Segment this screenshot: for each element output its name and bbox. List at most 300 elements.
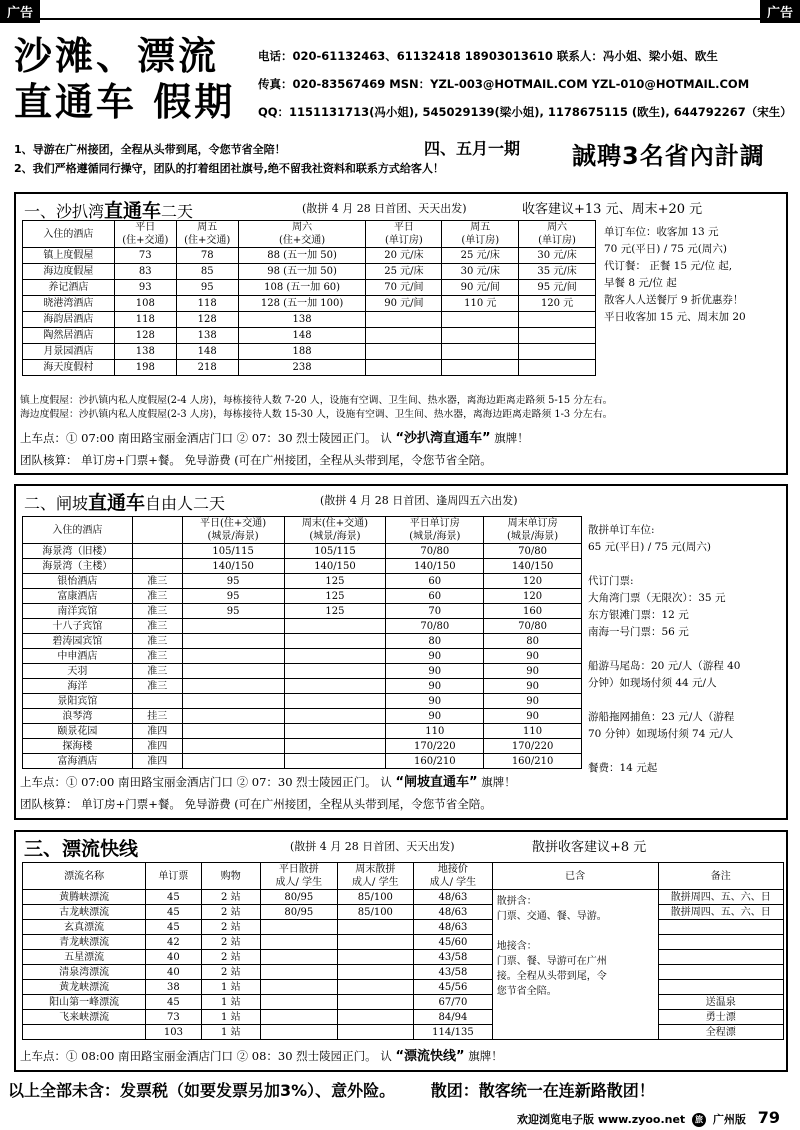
zhapo-cell: 140/150 bbox=[386, 559, 484, 574]
zhapo-cell: 125 bbox=[284, 604, 386, 619]
contact-info bbox=[258, 42, 798, 126]
shapa-side-notes bbox=[604, 224, 746, 326]
rafting-cell bbox=[261, 1010, 338, 1025]
rafting-cell bbox=[658, 935, 783, 950]
rafting-cell: 飞来峡漂流 bbox=[23, 1010, 146, 1025]
zhapo-cell: 景阳宾馆 bbox=[23, 694, 133, 709]
zhapo-cell bbox=[284, 739, 386, 754]
shapa-cell: 陶然居酒店 bbox=[23, 328, 115, 344]
shapa-cell: 20 元/床 bbox=[366, 248, 442, 264]
bottom-notice bbox=[8, 1078, 792, 1101]
zhapo-side-line: 散拼单订车位: bbox=[588, 524, 655, 536]
zhapo-cell: 天羽 bbox=[23, 664, 133, 679]
zhapo-cell: 70 bbox=[386, 604, 484, 619]
shapa-cell: 25 元/床 bbox=[366, 264, 442, 280]
shapa-accounting: 团队核算： 单订房+门票+餐。 免导游费 (可在广州接团，全程从头带到尾，令您节省全陪。 bbox=[20, 453, 492, 467]
rafting-header-cell: 周末散拼 成人/ 学生 bbox=[337, 863, 414, 890]
shapa-cell: 98 (五一加 50) bbox=[238, 264, 366, 280]
rafting-cell bbox=[337, 965, 414, 980]
zhapo-cell: 90 bbox=[484, 664, 582, 679]
zhapo-cell: 准三 bbox=[132, 649, 182, 664]
zhapo-row bbox=[23, 559, 582, 574]
rafting-cell bbox=[23, 1025, 146, 1040]
shapa-cell: 188 bbox=[238, 344, 366, 360]
zhapo-cell bbox=[284, 754, 386, 769]
shapa-cell bbox=[519, 360, 596, 376]
shapa-cell bbox=[519, 344, 596, 360]
rafting-cell: 45 bbox=[146, 920, 201, 935]
note-2: 2、我们严格遵循同行操守，团队的打着组团社旗号,绝不留我社资料和联系方式给客人！ bbox=[14, 162, 444, 175]
contact-fax: 传真：020-83567469 MSN：YZL-003@HOTMAIL.COM YZL-010@HOTMAIL.COM bbox=[258, 77, 750, 91]
zhapo-cell: 140/150 bbox=[484, 559, 582, 574]
zhapo-side-line: 东方银滩门票：12 元 bbox=[588, 609, 689, 621]
rafting-cell: 38 bbox=[146, 980, 201, 995]
zhapo-cell bbox=[284, 709, 386, 724]
zhapo-cell bbox=[132, 544, 182, 559]
shapa-cell: 35 元/床 bbox=[519, 264, 596, 280]
not-included-note: 以上全部未含：发票税（如要发票另加3%）、意外险。 bbox=[8, 1081, 396, 1100]
included-line bbox=[497, 924, 654, 939]
zhapo-cell bbox=[182, 724, 284, 739]
shapa-desc-seaside: 海边度假屋：沙扒镇内私人度假屋(2-3 人房)，每栋接待人数 15-30 人，设施有空调、卫生间、热水器，离海边距离走路须 1-3 分左右。 bbox=[20, 409, 613, 420]
zhapo-side-line: 65 元(平日) / 75 元(周六) bbox=[588, 541, 711, 553]
rafting-cell bbox=[658, 965, 783, 980]
rafting-cell: 84/94 bbox=[414, 1010, 493, 1025]
zhapo-row bbox=[23, 709, 582, 724]
rafting-row bbox=[23, 935, 784, 950]
rafting-cell: 1 站 bbox=[201, 1025, 261, 1040]
shapa-row bbox=[23, 344, 596, 360]
rafting-header-cell: 备注 bbox=[658, 863, 783, 890]
rafting-cell: 散拼周四、五、六、日 bbox=[658, 890, 783, 905]
shapa-cell: 138 bbox=[238, 312, 366, 328]
rafting-cell bbox=[658, 920, 783, 935]
shapa-cell: 月景园酒店 bbox=[23, 344, 115, 360]
shapa-cell: 90 元/间 bbox=[442, 280, 519, 296]
shapa-cell bbox=[442, 344, 519, 360]
page-footer bbox=[517, 1108, 780, 1127]
rafting-cell: 114/135 bbox=[414, 1025, 493, 1040]
shapa-cell: 138 bbox=[114, 344, 176, 360]
zhapo-cell: 125 bbox=[284, 589, 386, 604]
rafting-cell: 五星漂流 bbox=[23, 950, 146, 965]
rafting-cell bbox=[261, 935, 338, 950]
shapa-row bbox=[23, 328, 596, 344]
rafting-cell bbox=[261, 950, 338, 965]
zhapo-cell bbox=[132, 559, 182, 574]
rafting-cell: 73 bbox=[146, 1010, 201, 1025]
rafting-cell bbox=[337, 980, 414, 995]
rafting-cell bbox=[337, 1025, 414, 1040]
zhapo-cell: 105/115 bbox=[182, 544, 284, 559]
zhapo-row bbox=[23, 649, 582, 664]
zhapo-cell: 170/220 bbox=[386, 739, 484, 754]
included-line: 散拼含： bbox=[496, 896, 537, 907]
rafting-cell: 2 站 bbox=[201, 905, 261, 920]
zhapo-cell: 90 bbox=[484, 649, 582, 664]
shapa-pickup: 上车点：① 07:00 南田路宝丽金酒店门口 ② 07：30 烈士陵园正门。 认 “沙扒湾直通车” 旗牌！ bbox=[20, 431, 529, 446]
zhapo-cell: 120 bbox=[484, 589, 582, 604]
zhapo-cell: 90 bbox=[484, 694, 582, 709]
rafting-cell: 45/56 bbox=[414, 980, 493, 995]
rafting-pickup: 上车点：① 08:00 南田路宝丽金酒店门口 ② 08：30 烈士陵园正门。 认 “漂流快线” 旗牌！ bbox=[20, 1049, 503, 1064]
shapa-cell bbox=[442, 312, 519, 328]
shapa-cell: 118 bbox=[176, 296, 238, 312]
included-line: 您节省全陪。 bbox=[496, 986, 557, 997]
rafting-cell: 43/58 bbox=[414, 965, 493, 980]
rafting-cell: 45 bbox=[146, 890, 201, 905]
zhapo-row bbox=[23, 634, 582, 649]
zhapo-cell: 110 bbox=[484, 724, 582, 739]
zhapo-cell: 准四 bbox=[132, 724, 182, 739]
zhapo-cell bbox=[182, 679, 284, 694]
rafting-cell: 2 站 bbox=[201, 890, 261, 905]
zhapo-cell: 95 bbox=[182, 589, 284, 604]
zhapo-header-cell: 平日(住+交通) (城景/海景) bbox=[182, 517, 284, 544]
rafting-header-cell: 地接价 成人/ 学生 bbox=[414, 863, 493, 890]
shapa-side-line: 70 元(平日) / 75 元(周六) bbox=[604, 243, 727, 255]
zhapo-header-cell: 周末(住+交通) (城景/海景) bbox=[284, 517, 386, 544]
zhapo-cell: 准三 bbox=[132, 604, 182, 619]
shapa-side-line: 代订餐： 正餐 15 元/位 起, bbox=[604, 260, 733, 272]
zhapo-cell: 颐景花园 bbox=[23, 724, 133, 739]
rafting-cell: 42 bbox=[146, 935, 201, 950]
zhapo-cell bbox=[182, 739, 284, 754]
zhapo-side-line: 游船拖网捕鱼：23 元/人（游程 bbox=[588, 711, 735, 723]
shapa-cell: 198 bbox=[114, 360, 176, 376]
rafting-cell: 2 站 bbox=[201, 950, 261, 965]
shapa-cell bbox=[366, 360, 442, 376]
shapa-header-cell: 平日 (住+交通) bbox=[114, 221, 176, 248]
zhapo-cell bbox=[182, 709, 284, 724]
brand-logo bbox=[14, 34, 246, 126]
zhapo-side-line: 大角湾门票（无限次）：35 元 bbox=[588, 592, 726, 604]
shapa-cell: 镇上度假屋 bbox=[23, 248, 115, 264]
shapa-cell: 70 元/间 bbox=[366, 280, 442, 296]
rafting-header-cell: 平日散拼 成人/ 学生 bbox=[261, 863, 338, 890]
rafting-cell bbox=[261, 995, 338, 1010]
zhapo-cell: 160/210 bbox=[484, 754, 582, 769]
zhapo-row bbox=[23, 589, 582, 604]
zhapo-cell: 80 bbox=[386, 634, 484, 649]
shapa-cell bbox=[366, 312, 442, 328]
rafting-cell: 1 站 bbox=[201, 980, 261, 995]
rafting-cell bbox=[337, 995, 414, 1010]
shapa-row bbox=[23, 264, 596, 280]
shapa-cell: 83 bbox=[114, 264, 176, 280]
rafting-header-cell: 已含 bbox=[492, 863, 658, 890]
shapa-cell: 108 bbox=[114, 296, 176, 312]
zhapo-cell: 90 bbox=[386, 649, 484, 664]
section-1-title: 一、沙扒湾直通车二天 bbox=[24, 200, 194, 222]
shapa-header-cell: 周六 (住+交通) bbox=[238, 221, 366, 248]
rafting-cell: 2 站 bbox=[201, 965, 261, 980]
shapa-cell: 138 bbox=[176, 328, 238, 344]
rafting-row bbox=[23, 890, 784, 905]
shapa-cell: 晓港湾酒店 bbox=[23, 296, 115, 312]
shapa-cell: 90 元/间 bbox=[366, 296, 442, 312]
zhapo-row bbox=[23, 694, 582, 709]
zhapo-cell: 海景湾（旧楼） bbox=[23, 544, 133, 559]
rafting-cell: 玄真漂流 bbox=[23, 920, 146, 935]
rafting-cell: 80/95 bbox=[261, 905, 338, 920]
zhapo-cell: 90 bbox=[386, 679, 484, 694]
shapa-cell bbox=[442, 328, 519, 344]
zhapo-side-line bbox=[588, 641, 740, 658]
zhapo-cell bbox=[284, 724, 386, 739]
shapa-cell: 73 bbox=[114, 248, 176, 264]
zhapo-cell: 准三 bbox=[132, 619, 182, 634]
shapa-cell: 养记酒店 bbox=[23, 280, 115, 296]
zhapo-cell: 中申酒店 bbox=[23, 649, 133, 664]
zhapo-row bbox=[23, 739, 582, 754]
shapa-cell: 238 bbox=[238, 360, 366, 376]
rafting-cell bbox=[261, 1025, 338, 1040]
shapa-cell: 25 元/床 bbox=[442, 248, 519, 264]
zhapo-side-line: 分钟）如现场付须 44 元/人 bbox=[588, 677, 717, 689]
zhapo-side-line: 船游马尾岛：20 元/人（游程 40 bbox=[588, 660, 741, 672]
shapa-cell: 海韵居酒店 bbox=[23, 312, 115, 328]
zhapo-cell: 准三 bbox=[132, 679, 182, 694]
shapa-header-cell: 入住的酒店 bbox=[23, 221, 115, 248]
zhapo-cell bbox=[284, 634, 386, 649]
shapa-cell: 95 元/间 bbox=[519, 280, 596, 296]
zhapo-cell: 90 bbox=[386, 664, 484, 679]
shapa-cell: 128 (五一加 100) bbox=[238, 296, 366, 312]
zhapo-row bbox=[23, 544, 582, 559]
shapa-cell: 108 (五一加 60) bbox=[238, 280, 366, 296]
shapa-side-line: 散客人人送餐厅 9 折优惠券！ bbox=[604, 294, 744, 306]
shapa-side-line: 单订车位：收客加 13 元 bbox=[604, 226, 719, 238]
rafting-cell: 80/95 bbox=[261, 890, 338, 905]
zhapo-cell bbox=[182, 664, 284, 679]
zhapo-cell: 银怡酒店 bbox=[23, 574, 133, 589]
zhapo-header-cell bbox=[132, 517, 182, 544]
shapa-cell bbox=[519, 328, 596, 344]
shapa-row bbox=[23, 360, 596, 376]
rafting-row bbox=[23, 965, 784, 980]
zhapo-cell: 90 bbox=[386, 709, 484, 724]
shapa-cell bbox=[442, 360, 519, 376]
zhapo-hotel-table bbox=[22, 516, 582, 769]
rafting-cell: 清泉湾漂流 bbox=[23, 965, 146, 980]
included-line: 门票、交通、餐、导游。 bbox=[496, 911, 607, 922]
rafting-row bbox=[23, 980, 784, 995]
zhapo-cell bbox=[182, 694, 284, 709]
zhapo-accounting: 团队核算： 单订房+门票+餐。 免导游费 (可在广州接团，全程从头带到尾，令您节省全陪。 bbox=[20, 797, 492, 811]
zhapo-cell: 探海楼 bbox=[23, 739, 133, 754]
zhapo-cell bbox=[284, 679, 386, 694]
shapa-cell: 海边度假屋 bbox=[23, 264, 115, 280]
zhapo-cell: 70/80 bbox=[386, 619, 484, 634]
zhapo-row bbox=[23, 724, 582, 739]
rafting-header-cell: 购物 bbox=[201, 863, 261, 890]
top-divider bbox=[0, 18, 800, 20]
shapa-cell: 218 bbox=[176, 360, 238, 376]
rafting-cell: 48/63 bbox=[414, 905, 493, 920]
zhapo-cell: 160 bbox=[484, 604, 582, 619]
shapa-side-line: 早餐 8 元/位 起 bbox=[604, 277, 677, 289]
rafting-cell: 1 站 bbox=[201, 995, 261, 1010]
rafting-cell: 45 bbox=[146, 905, 201, 920]
zhapo-cell bbox=[284, 694, 386, 709]
rafting-cell: 40 bbox=[146, 950, 201, 965]
rafting-cell bbox=[261, 980, 338, 995]
footer-welcome: 欢迎浏览电子版 www.zyoo.net bbox=[516, 1113, 686, 1126]
shapa-row bbox=[23, 296, 596, 312]
zhapo-cell: 90 bbox=[484, 679, 582, 694]
rafting-table bbox=[22, 862, 784, 1040]
zhapo-cell bbox=[284, 619, 386, 634]
shapa-cell: 110 元 bbox=[442, 296, 519, 312]
included-line: 接。全程从头带到尾，令 bbox=[496, 971, 607, 982]
zhapo-side-line: 70 分钟）如现场付须 74 元/人 bbox=[588, 728, 734, 740]
rafting-included-cell bbox=[492, 890, 658, 1040]
rafting-cell bbox=[337, 920, 414, 935]
zhapo-cell bbox=[132, 694, 182, 709]
zhapo-cell: 70/80 bbox=[484, 544, 582, 559]
rafting-header-cell: 漂流名称 bbox=[23, 863, 146, 890]
rafting-row bbox=[23, 905, 784, 920]
shapa-side-line: 平日收客加 15 元、周末加 20 bbox=[604, 311, 746, 323]
rafting-cell: 43/58 bbox=[414, 950, 493, 965]
zhapo-cell: 80 bbox=[484, 634, 582, 649]
included-line: 地接含： bbox=[496, 941, 537, 952]
rafting-row bbox=[23, 1010, 784, 1025]
rafting-cell: 85/100 bbox=[337, 890, 414, 905]
zhapo-cell: 90 bbox=[386, 694, 484, 709]
rafting-row bbox=[23, 1025, 784, 1040]
rafting-cell bbox=[337, 950, 414, 965]
contact-tel: 电话：020-61132463、61132418 18903013610 联系人：冯小姐、梁小姐、欧生 bbox=[258, 49, 718, 63]
zhapo-header-cell: 周末单订房 (城景/海景) bbox=[484, 517, 582, 544]
section-rafting bbox=[14, 830, 788, 1072]
contact-qq: QQ：1151131713(冯小姐), 545029139(梁小姐), 1178675115 (欧生), 644792267（宋生） bbox=[258, 105, 792, 119]
zhapo-cell: 140/150 bbox=[284, 559, 386, 574]
zhapo-cell bbox=[182, 649, 284, 664]
zhapo-row bbox=[23, 664, 582, 679]
zhapo-side-line bbox=[588, 692, 740, 709]
rafting-cell: 古龙峡漂流 bbox=[23, 905, 146, 920]
rafting-cell: 45 bbox=[146, 995, 201, 1010]
note-1: 1、导游在广州接团，全程从头带到尾，令您节省全陪！ bbox=[14, 143, 286, 156]
service-notes bbox=[14, 140, 444, 178]
rafting-cell: 送温泉 bbox=[658, 995, 783, 1010]
zhapo-cell: 海洋 bbox=[23, 679, 133, 694]
zhapo-cell: 105/115 bbox=[284, 544, 386, 559]
zhapo-cell: 准三 bbox=[132, 589, 182, 604]
zhapo-cell: 95 bbox=[182, 574, 284, 589]
shapa-hotel-table bbox=[22, 220, 596, 376]
rafting-cell: 67/70 bbox=[414, 995, 493, 1010]
zhapo-side-line bbox=[588, 556, 740, 573]
included-line: 门票、餐、导游可在广州 bbox=[496, 956, 607, 967]
shapa-cell: 海天度假村 bbox=[23, 360, 115, 376]
rafting-cell bbox=[261, 965, 338, 980]
rafting-cell: 青龙峡漂流 bbox=[23, 935, 146, 950]
zhapo-cell bbox=[182, 634, 284, 649]
logo-line-2: 直通车 假期 bbox=[14, 80, 236, 124]
zhapo-cell: 60 bbox=[386, 574, 484, 589]
shapa-desc-town: 镇上度假屋：沙扒镇内私人度假屋(2-4 人房)，每栋接待人数 7-20 人，设施有空调、卫生间、热水器，离海边距离走路须 5-15 分左右。 bbox=[20, 395, 613, 406]
shapa-cell: 148 bbox=[238, 328, 366, 344]
rafting-cell: 阳山第一峰漂流 bbox=[23, 995, 146, 1010]
shapa-cell: 85 bbox=[176, 264, 238, 280]
zhapo-side-line: 南海一号门票：56 元 bbox=[588, 626, 689, 638]
zhapo-cell: 60 bbox=[386, 589, 484, 604]
zhapo-side-line: 餐费：14 元起 bbox=[588, 762, 658, 774]
shapa-header-cell: 周五 (住+交通) bbox=[176, 221, 238, 248]
shapa-cell: 78 bbox=[176, 248, 238, 264]
zhapo-side-line bbox=[588, 743, 740, 760]
issue-label: 四、五月一期 bbox=[424, 139, 521, 158]
section-2-schedule: (散拼 4 月 28 日首团、逢周四五六出发) bbox=[320, 494, 518, 507]
rafting-header-cell: 单订票 bbox=[146, 863, 201, 890]
zhapo-cell: 70/80 bbox=[484, 619, 582, 634]
shapa-cell bbox=[366, 344, 442, 360]
rafting-cell bbox=[261, 920, 338, 935]
shapa-row bbox=[23, 312, 596, 328]
zhapo-side-line: 代订门票: bbox=[588, 575, 634, 587]
zhapo-cell: 140/150 bbox=[182, 559, 284, 574]
zhapo-cell: 碧涛园宾馆 bbox=[23, 634, 133, 649]
zhapo-cell: 富海酒店 bbox=[23, 754, 133, 769]
shapa-cell: 118 bbox=[114, 312, 176, 328]
section-3-title: 三、漂流快线 bbox=[24, 838, 139, 860]
rafting-cell: 2 站 bbox=[201, 920, 261, 935]
rafting-cell: 勇士漂 bbox=[658, 1010, 783, 1025]
zhapo-cell: 170/220 bbox=[484, 739, 582, 754]
zhapo-cell: 120 bbox=[484, 574, 582, 589]
rafting-cell: 85/100 bbox=[337, 905, 414, 920]
shapa-row bbox=[23, 280, 596, 296]
section-3-advice: 散拼收客建议+8 元 bbox=[532, 840, 647, 855]
zhapo-cell: 海景湾（主楼） bbox=[23, 559, 133, 574]
zhapo-cell: 准三 bbox=[132, 664, 182, 679]
shapa-cell: 128 bbox=[114, 328, 176, 344]
shapa-cell: 88 (五一加 50) bbox=[238, 248, 366, 264]
shapa-header-cell: 周五 (单订房) bbox=[442, 221, 519, 248]
rafting-row bbox=[23, 995, 784, 1010]
rafting-cell bbox=[337, 1010, 414, 1025]
rafting-row bbox=[23, 920, 784, 935]
dismiss-note: 散团：散客统一在连新路散团！ bbox=[430, 1081, 655, 1100]
shapa-header-cell: 周六 (单订房) bbox=[519, 221, 596, 248]
section-1-advice: 收客建议+13 元、周末+20 元 bbox=[522, 202, 703, 217]
section-zhapo bbox=[14, 484, 788, 820]
shapa-cell: 30 元/床 bbox=[442, 264, 519, 280]
rafting-cell: 黄腾峡漂流 bbox=[23, 890, 146, 905]
section-1-schedule: (散拼 4 月 28 日首团、天天出发) bbox=[302, 202, 467, 215]
shapa-row bbox=[23, 248, 596, 264]
shapa-cell: 128 bbox=[176, 312, 238, 328]
zhapo-cell: 95 bbox=[182, 604, 284, 619]
zhapo-row bbox=[23, 754, 582, 769]
zhapo-cell: 70/80 bbox=[386, 544, 484, 559]
rafting-cell: 45/60 bbox=[414, 935, 493, 950]
rafting-cell bbox=[337, 935, 414, 950]
zhapo-cell bbox=[284, 664, 386, 679]
zhapo-cell: 110 bbox=[386, 724, 484, 739]
brand-badge-icon: 旅 bbox=[692, 1113, 706, 1127]
zhapo-row bbox=[23, 679, 582, 694]
rafting-cell: 2 站 bbox=[201, 935, 261, 950]
rafting-cell: 1 站 bbox=[201, 1010, 261, 1025]
zhapo-cell bbox=[182, 619, 284, 634]
ad-tag-left: 广告 bbox=[0, 0, 40, 23]
rafting-cell bbox=[658, 980, 783, 995]
rafting-cell: 全程漂 bbox=[658, 1025, 783, 1040]
